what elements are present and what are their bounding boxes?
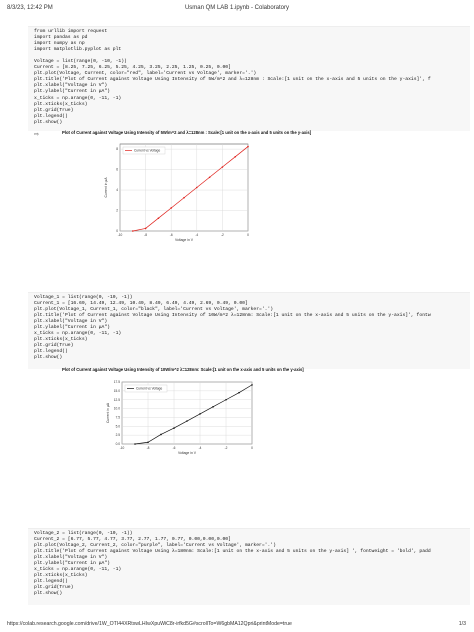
y-axis-label: Current in μA xyxy=(106,402,110,424)
y-tick-label: 17.5 xyxy=(113,380,120,385)
data-point xyxy=(183,197,185,199)
plot-area xyxy=(120,144,248,231)
data-point xyxy=(251,384,253,386)
x-tick-label: -10 xyxy=(119,446,125,450)
x-tick-label: 0 xyxy=(247,233,249,237)
y-tick-label: 10.0 xyxy=(113,406,120,411)
data-point xyxy=(247,146,249,148)
data-point xyxy=(222,166,224,168)
print-footer xyxy=(0,618,474,632)
print-datetime: 8/3/23, 12:42 PM xyxy=(7,5,53,11)
x-axis-label: Voltage in V xyxy=(174,238,194,242)
y-tick-label: 15.0 xyxy=(113,388,120,393)
data-point xyxy=(225,399,227,401)
data-point xyxy=(134,443,136,445)
print-title: Usman QM LAB 1.ipynb - Colaboratory xyxy=(184,5,290,11)
x-tick-label: -2 xyxy=(224,446,228,450)
data-point xyxy=(158,217,160,219)
chart-title: Plot of Current against Voltage Using Intensity of 10W/m^2 λ=128nm: Scale:[1 unit on the x-axis and 5 units on the y-axis] xyxy=(62,367,304,372)
x-tick-label: -4 xyxy=(195,233,199,237)
y-tick-label: 8 xyxy=(116,147,118,152)
y-tick-label: 0.0 xyxy=(115,442,120,447)
chart-2 xyxy=(42,366,472,458)
legend-label: Current vs Voltage xyxy=(136,386,163,391)
code-cell-1[interactable] xyxy=(28,26,470,131)
code-cell-2-source[interactable]: Voltage_1 = list(range(0, -10, -1)) Current_1 = [16.69, 14.49, 12.49, 10.49, 8.49, 6.49, 4.49, 2.69, 0.49, 0.00] plt.plot(Voltage_1, Current_1, color="black", label='Current vs Voltage', marker='.') plt.title('Plot of Current against Voltage Using Intensity of 10W/m^2 λ=128nm: Scale:[1 unit on the x-axis and 5 units on the y-axis]', fontw plt.xlabel("Voltage in V") plt.ylabel("Current in μA") x_ticks = np.arange(0, -11, -1) plt.xticks(x_ticks) plt.grid(True) plt.legend() plt.show() xyxy=(34,295,431,361)
x-tick-label: -8 xyxy=(144,233,148,237)
data-point xyxy=(209,176,211,178)
y-tick-label: 12.5 xyxy=(113,397,120,402)
data-point xyxy=(212,406,214,408)
print-url: https://colab.research.google.com/drive/1W_OTI44XRtxwLHIwXpuWiC8r-irfkd5G#scrollTo=W6gbMA12Qpri&printMode=true xyxy=(7,621,292,627)
y-tick-label: 6 xyxy=(116,167,118,172)
y-tick-label: 2 xyxy=(116,208,118,213)
data-point xyxy=(170,207,172,209)
x-axis-label: Voltage in V xyxy=(177,451,197,455)
data-point xyxy=(160,434,162,436)
x-tick-label: -10 xyxy=(117,233,123,237)
code-cell-3-source[interactable]: Voltage_2 = list(range(0, -10, -1)) Current_2 = [6.77, 5.77, 4.77, 3.77, 2.77, 1.77, 0.77, 0.00,0.00,0.00] plt.plot(Voltage_2, Current_2, color="purple", label='Current vs Voltage', marker='.') plt.title('Plot of Current against Voltage Using λ=180nm: Scale:[1 unit on the x-axis and 5 units on the y-axis] ', fontweight = 'bold', padd plt.xlabel("Voltage in V") plt.ylabel("Current in μA") x_ticks = np.arange(0, -11, -1) plt.xticks(x_ticks) plt.legend() plt.grid(True) plt.show() xyxy=(34,531,431,597)
data-point xyxy=(145,228,147,230)
y-tick-label: 7.5 xyxy=(115,415,120,420)
code-cell-2[interactable] xyxy=(28,292,470,369)
y-tick-label: 5.0 xyxy=(115,424,120,429)
chart-1 xyxy=(42,129,472,249)
code-cell-3[interactable] xyxy=(28,528,470,605)
y-tick-label: 0 xyxy=(116,229,118,234)
legend-label: Current vs Voltage xyxy=(134,148,161,153)
page-number: 1/3 xyxy=(458,621,466,627)
data-point xyxy=(147,441,149,443)
data-point xyxy=(186,420,188,422)
x-tick-label: -6 xyxy=(169,233,173,237)
x-tick-label: -8 xyxy=(146,446,150,450)
data-point xyxy=(199,413,201,415)
y-tick-label: 2.5 xyxy=(115,433,120,438)
data-point xyxy=(173,427,175,429)
x-tick-label: 0 xyxy=(251,446,253,450)
data-point xyxy=(234,156,236,158)
data-point xyxy=(238,392,240,394)
print-header xyxy=(0,0,474,16)
data-point xyxy=(196,187,198,189)
x-tick-label: -4 xyxy=(198,446,202,450)
chart-title: Plot of Current against Voltage Using Intensity of 5W/m^2 and λ=128nm : Scale:[1 unit on the x-axis and 5 units on the y-axis] xyxy=(62,130,312,135)
x-tick-label: -6 xyxy=(172,446,176,450)
code-cell-1-source[interactable]: from urllib import request import pandas as pd import numpy as np import matplotlib.pyplot as plt Voltage = list(range(0, -10, -1)) Current = [8.25, 7.25, 6.25, 5.25, 4.25, 3.25, 2.25, 1.25, 0.25, 0.00] plt.plot(Voltage, Current, color="red", label='Current vs Voltage', marker='.') plt.title('Plot of Current against Voltage Using Intensity of 5W/m^2 and λ=128nm : Scale:[1 unit on the x-axis and 5 units on the y-axis]', f plt.xlabel("Voltage in V") plt.ylabel("Current in μA") x_ticks = np.arange(0, -11, -1) plt.xticks(x_ticks) plt.grid(True) plt.legend() plt.show() xyxy=(34,29,431,125)
data-point xyxy=(132,230,134,232)
y-tick-label: 4 xyxy=(116,188,118,193)
x-tick-label: -2 xyxy=(220,233,224,237)
output-arrow-icon: ⇨ xyxy=(34,132,40,138)
y-axis-label: Current in μA xyxy=(104,177,108,198)
